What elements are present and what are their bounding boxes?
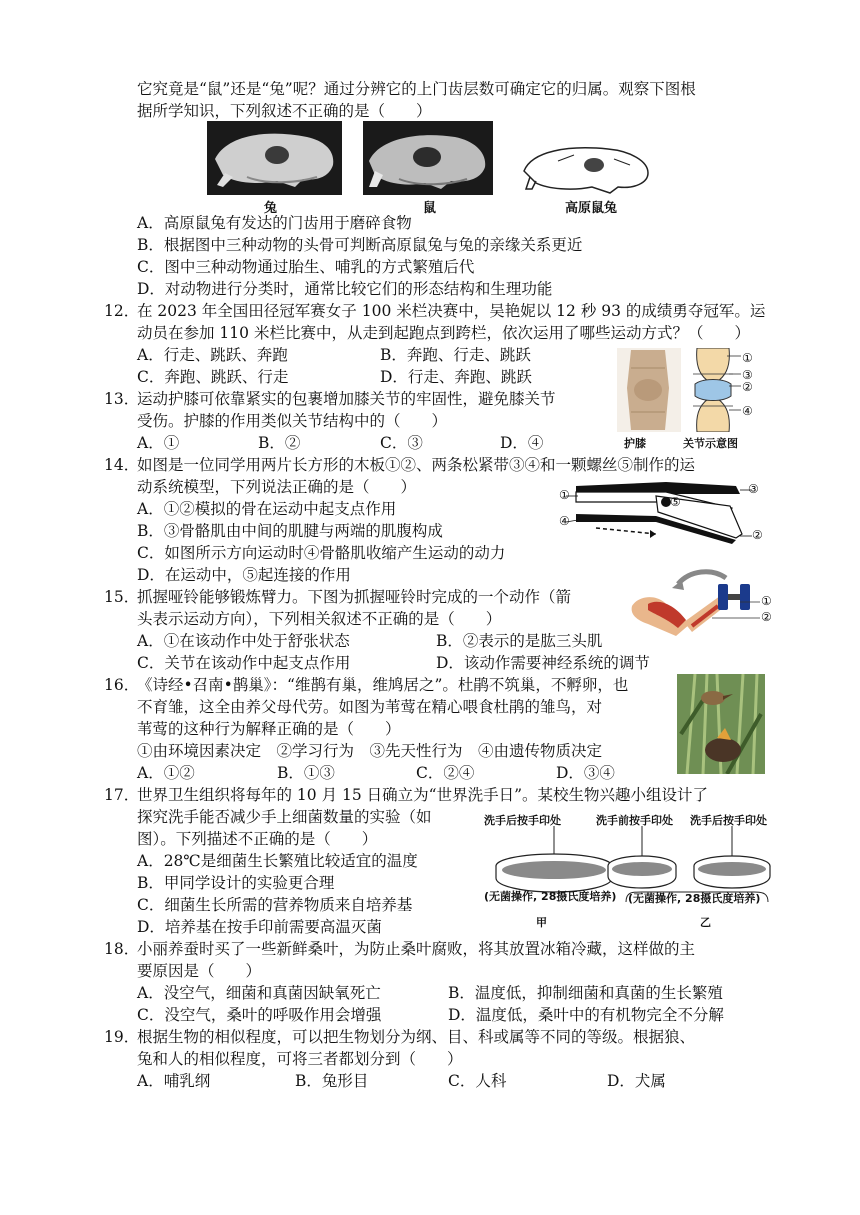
q19-option-d: D．犬属 bbox=[607, 1072, 666, 1090]
q18-option-d: D．温度低，桑叶中的有机物完全不分解 bbox=[448, 1006, 724, 1024]
q11-stem-line-2: 据所学知识，下列叙述不正确的是（ ） bbox=[137, 102, 432, 120]
knee-label-3: ③ bbox=[742, 368, 753, 382]
q15-option-c: C．关节在该动作中起支点作用 bbox=[137, 654, 351, 672]
arm-label-1: ① bbox=[761, 594, 772, 608]
q13-stem-line-2: 受伤。护膝的作用类似关节结构中的（ ） bbox=[137, 412, 448, 430]
group-label-yi: 乙 bbox=[700, 916, 711, 929]
q11-option-c: C．图中三种动物通过胎生、哺乳的方式繁殖后代 bbox=[137, 258, 475, 276]
q17-stem-line-2: 探究洗手能否减少手上细菌数量的实验（如 bbox=[137, 808, 432, 826]
q14-stem-line-2: 动系统模型，下列说法正确的是（ ） bbox=[137, 478, 417, 496]
reed-warbler-photo bbox=[677, 674, 765, 774]
petri-label-jia: 洗手后按手印处 bbox=[484, 814, 561, 827]
q17-option-d: D．培养基在按手印前需要高温灭菌 bbox=[137, 918, 382, 936]
knee-label-1: ① bbox=[742, 351, 753, 365]
q17-stem-line-1: 世界卫生组织将每年的 10 月 15 日确立为“世界洗手日”。某校生物兴趣小组设计了 bbox=[137, 786, 709, 804]
petri-note-jia: (无菌操作, 28摄氏度培养) bbox=[484, 890, 617, 903]
q12-option-d: D．行走、奔跑、跳跃 bbox=[380, 368, 532, 386]
q14-option-d: D．在运动中，⑤起连接的作用 bbox=[137, 566, 351, 584]
q17-option-c: C．细菌生长所需的营养物质来自培养基 bbox=[137, 896, 413, 914]
q19-stem-line-2: 兔和人的相似程度，可将三者都划分到（ ） bbox=[137, 1050, 463, 1068]
q16-stem-line-3: 苇莺的这种行为解释正确的是（ ） bbox=[137, 720, 401, 738]
q12-number: 12． bbox=[104, 302, 140, 320]
model-label-3: ③ bbox=[748, 482, 759, 496]
q18-option-c: C．没空气，桑叶的呼吸作用会增强 bbox=[137, 1006, 382, 1024]
q16-stem-line-1: 《诗经•召南•鹊巢》：“维鹊有巢，维鸠居之”。杜鹃不筑巢，不孵卵，也 bbox=[137, 676, 629, 694]
q13-number: 13． bbox=[104, 390, 140, 408]
q15-option-b: B．②表示的是肱三头肌 bbox=[436, 632, 603, 650]
q12-option-b: B．奔跑、行走、跳跃 bbox=[380, 346, 531, 364]
q14-option-c: C．如图所示方向运动时④骨骼肌收缩产生运动的动力 bbox=[137, 544, 506, 562]
q17-stem-line-3: 图）。下列描述不正确的是（ ） bbox=[137, 830, 378, 848]
q12-option-c: C．奔跑、跳跃、行走 bbox=[137, 368, 289, 386]
q11-option-a: A．高原鼠兔有发达的门齿用于磨碎食物 bbox=[137, 214, 412, 232]
group-label-jia: 甲 bbox=[536, 916, 547, 929]
q19-option-a: A．哺乳纲 bbox=[137, 1072, 211, 1090]
q17-option-a: A．28℃是细菌生长繁殖比较适宜的温度 bbox=[137, 852, 418, 870]
q14-stem-line-1: 如图是一位同学用两片长方形的木板①②、两条松紧带③④和一颗螺丝⑤制作的运 bbox=[137, 456, 696, 474]
q14-option-b: B．③骨骼肌由中间的肌腱与两端的肌腹构成 bbox=[137, 522, 443, 540]
motion-model-figure bbox=[556, 478, 770, 548]
rat-skull-photo bbox=[363, 121, 493, 195]
q16-option-a: A．①② bbox=[137, 764, 195, 782]
q15-option-a: A．①在该动作中处于舒张状态 bbox=[137, 632, 350, 650]
q15-stem-line-1: 抓握哑铃能够锻炼臂力。下图为抓握哑铃时完成的一个动作（箭 bbox=[137, 588, 572, 606]
petri-label-yi-before: 洗手前按手印处 bbox=[596, 814, 673, 827]
q16-number: 16． bbox=[104, 676, 140, 694]
q18-stem-line-2: 要原因是（ ） bbox=[137, 962, 262, 980]
q15-stem-line-2: 头表示运动方向），下列相关叙述不正确的是（ ） bbox=[137, 610, 502, 628]
q19-stem-line-1: 根据生物的相似程度，可以把生物划分为纲、目、科或属等不同的等级。根据狼、 bbox=[137, 1028, 696, 1046]
q13-option-d: D．④ bbox=[500, 434, 544, 452]
rabbit-caption: 兔 bbox=[264, 201, 278, 216]
model-label-2: ② bbox=[752, 528, 763, 542]
q17-number: 17． bbox=[104, 786, 140, 804]
petri-note-yi: (无菌操作, 28摄氏度培养) bbox=[628, 892, 761, 905]
q13-option-a: A．① bbox=[137, 434, 180, 452]
joint-diagram-caption: 关节示意图 bbox=[683, 437, 738, 450]
q16-option-b: B．①③ bbox=[277, 764, 335, 782]
q14-option-a: A．①②模拟的骨在运动中起支点作用 bbox=[137, 500, 397, 518]
q11-stem-line-1: 它究竟是“鼠”还是“兔”呢？通过分辨它的上门齿层数可确定它的归属。观察下图根 bbox=[137, 80, 696, 98]
q16-option-c: C．②④ bbox=[416, 764, 475, 782]
model-label-1: ① bbox=[559, 488, 570, 502]
q11-option-d: D．对动物进行分类时，通常比较它们的形态结构和生理功能 bbox=[137, 280, 553, 298]
rabbit-skull-photo bbox=[207, 121, 342, 195]
q16-stem-line-2: 不育雏，这全由养父母代劳。如图为苇莺在精心喂食杜鹃的雏鸟，对 bbox=[137, 698, 603, 716]
dumbbell-arm-figure bbox=[628, 566, 768, 644]
q19-option-b: B．兔形目 bbox=[295, 1072, 369, 1090]
knee-label-4: ④ bbox=[742, 404, 753, 418]
q12-option-a: A．行走、跳跃、奔跑 bbox=[137, 346, 288, 364]
q12-stem-line-2: 动员在参加 110 米栏比赛中，从走到起跑点到跨栏，依次运用了哪些运动方式？（ ） bbox=[137, 324, 750, 342]
q13-option-c: C．③ bbox=[380, 434, 423, 452]
petri-label-yi-after: 洗手后按手印处 bbox=[690, 814, 767, 827]
pika-skull-drawing bbox=[518, 141, 654, 195]
rat-caption: 鼠 bbox=[423, 201, 437, 216]
q19-option-c: C．人科 bbox=[448, 1072, 507, 1090]
knee-label-2: ② bbox=[742, 380, 753, 394]
q13-option-b: B．② bbox=[258, 434, 301, 452]
q13-stem-line-1: 运动护膝可依靠紧实的包裹增加膝关节的牢固性，避免膝关节 bbox=[137, 390, 556, 408]
q18-stem-line-1: 小丽养蚕时买了一些新鲜桑叶，为防止桑叶腐败，将其放置冰箱冷藏，这样做的主 bbox=[137, 940, 696, 958]
model-label-4: ④ bbox=[559, 514, 570, 528]
q19-number: 19． bbox=[104, 1028, 140, 1046]
q18-option-b: B．温度低，抑制细菌和真菌的生长繁殖 bbox=[448, 984, 723, 1002]
q16-option-d: D．③④ bbox=[556, 764, 615, 782]
q16-statements: ①由环境因素决定 ②学习行为 ③先天性行为 ④由遗传物质决定 bbox=[137, 742, 603, 760]
q15-number: 15． bbox=[104, 588, 140, 606]
pika-caption: 高原鼠兔 bbox=[565, 201, 618, 216]
arm-label-2: ② bbox=[761, 610, 772, 624]
q18-option-a: A．没空气，细菌和真菌因缺氧死亡 bbox=[137, 984, 381, 1002]
knee-brace-caption: 护膝 bbox=[624, 437, 646, 450]
q11-option-b: B．根据图中三种动物的头骨可判断高原鼠兔与兔的亲缘关系更近 bbox=[137, 236, 583, 254]
q18-number: 18． bbox=[104, 940, 140, 958]
q15-option-d: D．该动作需要神经系统的调节 bbox=[436, 654, 650, 672]
q17-option-b: B．甲同学设计的实验更合理 bbox=[137, 874, 335, 892]
q14-number: 14． bbox=[104, 456, 140, 474]
model-label-5: ⑤ bbox=[670, 495, 681, 509]
petri-dish-figure bbox=[492, 826, 774, 922]
q12-stem-line-1: 在 2023 年全国田径冠军赛女子 100 米栏决赛中，吴艳妮以 12 秒 93 的成绩勇夺冠军。运 bbox=[137, 302, 766, 320]
